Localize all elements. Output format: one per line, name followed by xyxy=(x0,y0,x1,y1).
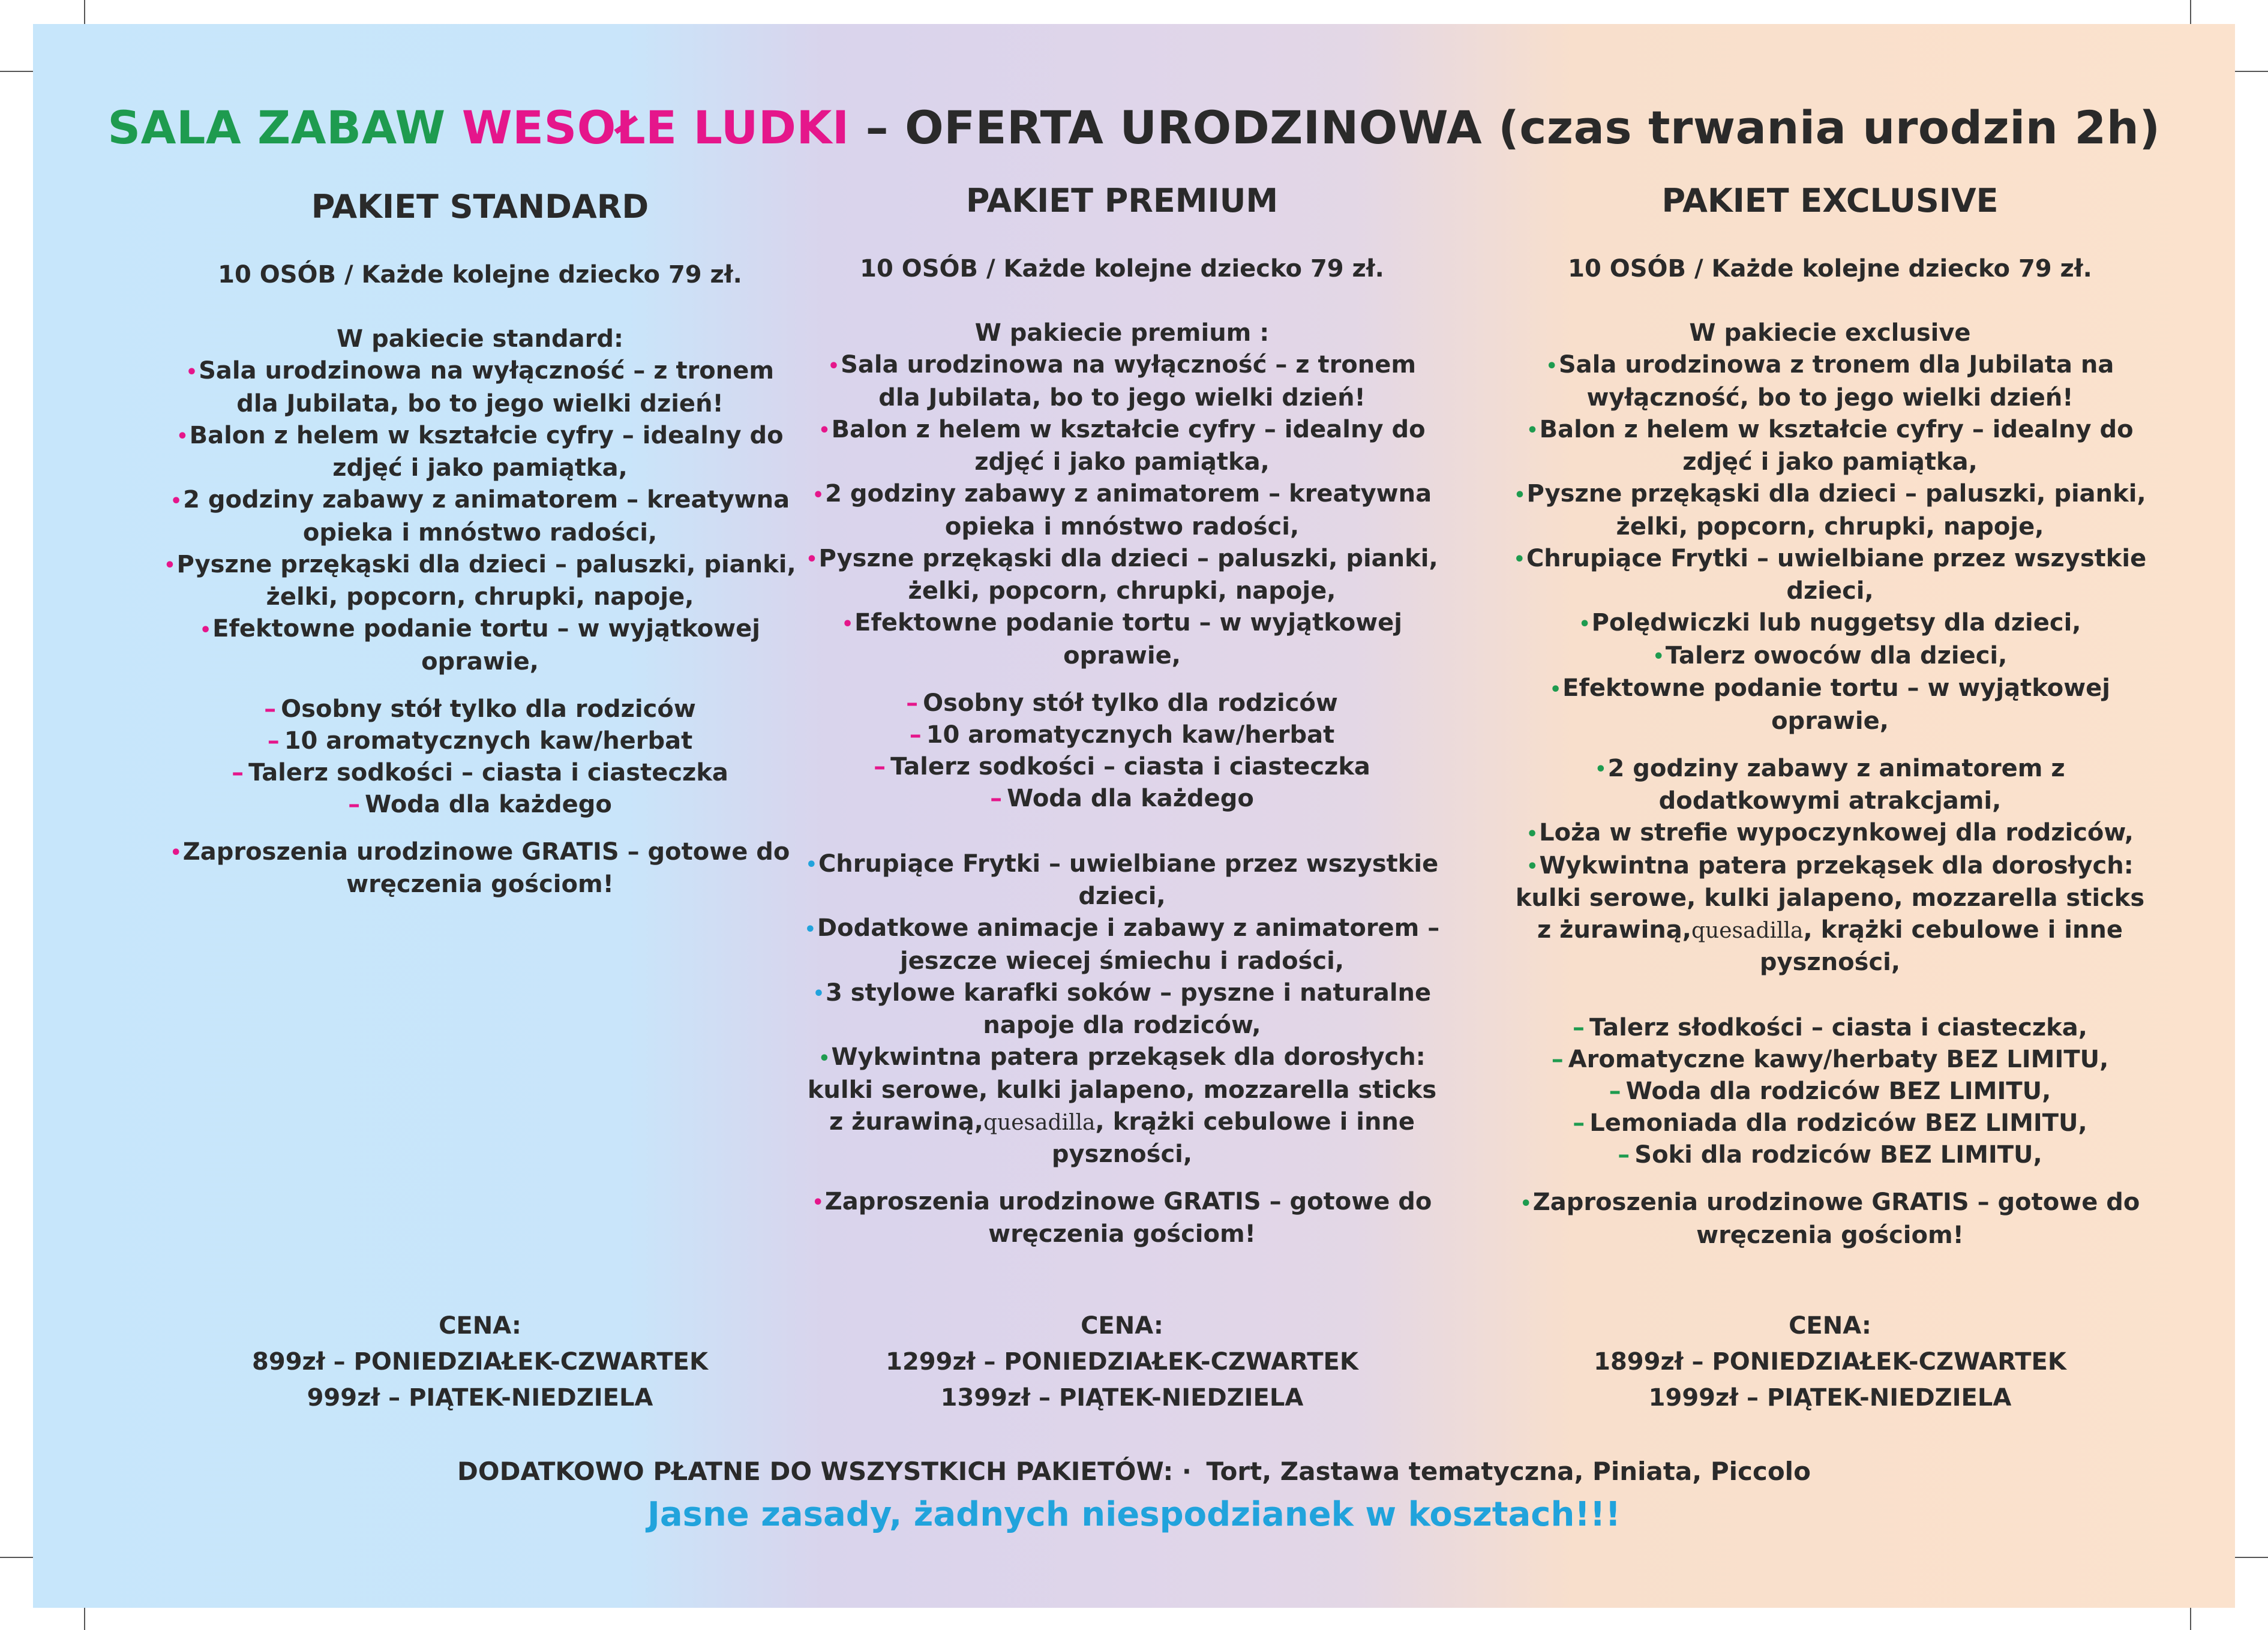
crop-mark xyxy=(2235,71,2268,72)
dash-item xyxy=(1512,1076,2148,1107)
dash-item-text: 10 aromatycznych kaw/herbat xyxy=(284,727,693,755)
price-label: CENA: xyxy=(439,1312,521,1340)
extra-label: DODATKOWO PŁATNE DO WSZYSTKICH PAKIETÓW: · xyxy=(457,1457,1192,1486)
list-item xyxy=(1512,414,2148,479)
invitations-item xyxy=(162,836,798,901)
dash-item-text: Osobny stół tylko dla rodziców xyxy=(923,689,1338,717)
bullet-marker: • xyxy=(805,854,817,875)
list-item xyxy=(1512,850,2148,979)
price-label: CENA: xyxy=(1789,1312,1871,1340)
list-item xyxy=(804,543,1440,608)
dash-item-text: Soki dla rodziców BEZ LIMITU, xyxy=(1634,1141,2042,1169)
dash-marker: – xyxy=(348,790,361,818)
dash-list xyxy=(804,688,1440,815)
package-people: 10 OSÓB / Każde kolejne dziecko 79 zł. xyxy=(1568,255,2092,283)
invitations-item xyxy=(1512,1187,2148,1251)
list-item xyxy=(1512,673,2148,737)
dash-item-text: 10 aromatycznych kaw/herbat xyxy=(926,721,1335,749)
list-item xyxy=(162,549,798,614)
dash-item xyxy=(1512,1012,2148,1044)
bullet-marker: • xyxy=(1549,679,1562,700)
list-item-text: Loża w strefie wypoczynkowej dla rodziców, xyxy=(1539,819,2134,846)
bullet-marker: • xyxy=(812,1192,824,1213)
price-exclusive xyxy=(1512,1308,2148,1416)
list-item-text: Talerz owoców dla dzieci, xyxy=(1665,641,2008,670)
price-weekend: 1999zł – PIĄTEK-NIEDZIELA xyxy=(1648,1384,2012,1412)
dash-item xyxy=(162,725,798,757)
bullet-marker: • xyxy=(1526,420,1538,441)
list-item-text: Wykwintna patera przekąsek dla dorosłych: kulki serowe, kulki jalapeno, mozzarella sticks z żurawiną, xyxy=(1515,851,2145,944)
title-wesole-ludki: WESOŁE LUDKI xyxy=(461,101,850,154)
list-item xyxy=(1512,478,2148,543)
list-item xyxy=(162,484,798,549)
dash-item-text: Aromatyczne kawy/herbaty BEZ LIMITU, xyxy=(1568,1046,2109,1073)
bullet-marker: • xyxy=(812,983,825,1004)
bullet-marker: • xyxy=(804,918,816,940)
feature-list xyxy=(162,355,798,678)
package-title: PAKIET EXCLUSIVE xyxy=(1661,182,1999,220)
list-item-text: Efektowne podanie tortu – w wyjątkowej oprawie, xyxy=(1562,674,2111,735)
dash-item xyxy=(162,694,798,725)
list-item xyxy=(804,607,1440,672)
dash-marker: – xyxy=(264,695,277,723)
bullet-marker: • xyxy=(841,613,854,635)
bullet-marker: • xyxy=(1546,355,1558,377)
dash-list xyxy=(1512,1012,2148,1171)
list-item-text: 2 godziny zabawy z animatorem – kreatywna opieka i mnóstwo radości, xyxy=(825,480,1432,541)
dash-item xyxy=(1512,1107,2148,1139)
bullet-marker: • xyxy=(170,842,182,863)
list-item-text: Balon z helem w kształcie cyfry – idealny do zdjęć i jako pamiątka, xyxy=(831,415,1426,476)
dash-item xyxy=(804,719,1440,751)
bullet-marker: • xyxy=(176,426,188,447)
extra-items: Tort, Zastawa tematyczna, Piniata, Piccolo xyxy=(1206,1457,1811,1486)
price-premium xyxy=(804,1308,1440,1416)
list-item xyxy=(162,613,798,678)
bullet-marker: • xyxy=(199,619,212,641)
feature-list xyxy=(804,349,1440,672)
bullet-marker: • xyxy=(1513,549,1525,570)
package-intro: W pakiecie premium : xyxy=(974,319,1270,347)
list-item xyxy=(804,478,1440,543)
list-item-text: Balon z helem w kształcie cyfry – idealny do zdjęć i jako pamiątka, xyxy=(1539,415,2134,476)
dash-item xyxy=(804,751,1440,783)
list-item-text: Sala urodzinowa na wyłączność – z tronem dla Jubilata, bo to jego wielki dzień! xyxy=(841,351,1417,412)
list-item-text: 3 stylowe karafki soków – pyszne i naturalne napoje dla rodziców, xyxy=(826,978,1432,1039)
dash-item-text: Talerz sodkości – ciasta i ciasteczka xyxy=(890,752,1370,781)
package-intro: W pakiecie exclusive xyxy=(1689,319,1971,347)
list-item-text: Wykwintna patera przekąsek dla dorosłych: kulki serowe, kulki jalapeno, mozzarella sticks z żurawiną, xyxy=(807,1043,1437,1136)
title-offer: – OFERTA URODZINOWA (czas trwania urodzin 2h) xyxy=(865,101,2161,154)
bullet-marker: • xyxy=(170,490,182,512)
page-title xyxy=(0,101,2268,154)
package-intro: W pakiecie standard: xyxy=(337,325,623,353)
price-weekday: 1899zł – PONIEDZIAŁEK-CZWARTEK xyxy=(1594,1348,2066,1376)
dash-list xyxy=(162,694,798,821)
price-weekday: 899zł – PONIEDZIAŁEK-CZWARTEK xyxy=(252,1348,708,1376)
price-weekend: 1399zł – PIĄTEK-NIEDZIELA xyxy=(940,1384,1304,1412)
bullet-marker: • xyxy=(1595,759,1607,780)
crop-mark xyxy=(2235,1557,2268,1558)
feature-list-2 xyxy=(1512,753,2148,979)
bullet-marker: • xyxy=(185,361,198,383)
list-item-text: Balon z helem w kształcie cyfry – idealny do zdjęć i jako pamiątka, xyxy=(189,421,784,482)
list-item-text: Zaproszenia urodzinowe GRATIS – gotowe do wręczenia gościom! xyxy=(182,837,790,898)
list-item xyxy=(1512,349,2148,414)
list-item-text: Sala urodzinowa na wyłączność – z tronem dla Jubilata, bo to jego wielki dzień! xyxy=(199,357,775,418)
list-item-text: Zaproszenia urodzinowe GRATIS – gotowe do wręczenia gościom! xyxy=(1532,1188,2140,1249)
list-item-text: , krążki cebulowe i inne pyszności, xyxy=(1051,1107,1415,1168)
bullet-marker: • xyxy=(1520,1193,1532,1214)
list-item-text: Dodatkowe animacje i zabawy z animatorem – jeszcze wiecej śmiechu i radości, xyxy=(817,914,1440,975)
list-item-text: Chrupiące Frytki – uwielbiane przez wszystkie dzieci, xyxy=(818,849,1439,910)
dash-marker: – xyxy=(990,784,1003,812)
dash-item-text: Woda dla każdego xyxy=(1007,784,1254,812)
dash-marker: – xyxy=(906,689,919,717)
bullet-marker: • xyxy=(818,420,830,441)
list-item-text: 2 godziny zabawy z animatorem z dodatkowymi atrakcjami, xyxy=(1607,754,2065,815)
dash-marker: – xyxy=(267,727,280,755)
dash-item-text: Osobny stół tylko dla rodziców xyxy=(281,695,696,723)
feature-list xyxy=(1512,349,2148,737)
package-people: 10 OSÓB / Każde kolejne dziecko 79 zł. xyxy=(860,255,1384,283)
dash-item xyxy=(804,688,1440,719)
dash-item-text: Woda dla rodziców BEZ LIMITU, xyxy=(1625,1077,2051,1105)
quesadilla-text: quesadilla xyxy=(1691,918,1804,943)
premium-extras-list xyxy=(804,848,1440,1170)
package-premium xyxy=(804,180,1440,1250)
list-item xyxy=(804,977,1440,1042)
invitations-item xyxy=(804,1186,1440,1251)
bullet-marker: • xyxy=(806,549,818,570)
dash-marker: – xyxy=(232,758,244,787)
list-item-text: Pyszne przękąski dla dzieci – paluszki, pianki, żelki, popcorn, chrupki, napoje, xyxy=(176,550,796,611)
dash-item-text: Talerz słodkości – ciasta i ciasteczka, xyxy=(1589,1014,2087,1041)
list-item-text: , krążki cebulowe i inne pyszności, xyxy=(1759,916,2123,976)
price-weekday: 1299zł – PONIEDZIAŁEK-CZWARTEK xyxy=(886,1348,1358,1376)
list-item xyxy=(162,420,798,485)
package-title: PAKIET STANDARD xyxy=(311,188,649,226)
package-people: 10 OSÓB / Każde kolejne dziecko 79 zł. xyxy=(218,261,742,289)
crop-mark xyxy=(0,1557,33,1558)
bullet-marker: • xyxy=(827,355,840,377)
bullet-marker: • xyxy=(164,555,176,576)
package-standard xyxy=(162,186,798,900)
price-standard xyxy=(162,1308,798,1416)
extra-paid-items xyxy=(0,1457,2268,1486)
list-item-text: 2 godziny zabawy z animatorem – kreatywna opieka i mnóstwo radości, xyxy=(183,486,790,547)
dash-marker: – xyxy=(1573,1109,1585,1137)
list-item-text: Chrupiące Frytki – uwielbiane przez wszystkie dzieci, xyxy=(1526,544,2147,605)
list-item-text: Pyszne przękąski dla dzieci – paluszki, pianki, żelki, popcorn, chrupki, napoje, xyxy=(818,544,1438,605)
dash-item-text: Talerz sodkości – ciasta i ciasteczka xyxy=(248,758,728,787)
list-item-text: Zaproszenia urodzinowe GRATIS – gotowe do wręczenia gościom! xyxy=(824,1187,1432,1248)
dash-marker: – xyxy=(1618,1141,1630,1169)
list-item-text: Efektowne podanie tortu – w wyjątkowej oprawie, xyxy=(854,609,1403,670)
bullet-marker: • xyxy=(1652,646,1664,667)
bullet-marker: • xyxy=(1526,856,1538,877)
price-weekend: 999zł – PIĄTEK-NIEDZIELA xyxy=(307,1384,653,1412)
list-item xyxy=(804,349,1440,414)
dash-marker: – xyxy=(1573,1014,1585,1041)
dash-item xyxy=(1512,1044,2148,1076)
quesadilla-text: quesadilla xyxy=(983,1110,1096,1135)
list-item xyxy=(804,414,1440,479)
list-item-text: Efektowne podanie tortu – w wyjątkowej oprawie, xyxy=(212,615,761,676)
package-title: PAKIET PREMIUM xyxy=(965,182,1279,220)
list-item xyxy=(1512,817,2148,850)
list-item xyxy=(162,355,798,420)
dash-marker: – xyxy=(1551,1046,1564,1073)
dash-item xyxy=(162,757,798,789)
list-item xyxy=(1512,640,2148,673)
title-sala-zabaw: SALA ZABAW xyxy=(107,101,446,154)
crop-mark xyxy=(0,71,33,72)
price-label: CENA: xyxy=(1081,1312,1163,1340)
dash-marker: – xyxy=(909,721,922,749)
dash-item xyxy=(1512,1139,2148,1171)
dash-item-text: Woda dla każdego xyxy=(365,790,612,818)
list-item-text: Pyszne przękąski dla dzieci – paluszki, pianki, żelki, popcorn, chrupki, napoje, xyxy=(1526,480,2146,541)
slogan: Jasne zasady, żadnych niespodzianek w kosztach!!! xyxy=(647,1495,1621,1534)
bullet-marker: • xyxy=(1514,484,1526,506)
list-item xyxy=(1512,543,2148,608)
list-item xyxy=(1512,607,2148,640)
bullet-marker: • xyxy=(812,484,824,506)
dash-marker: – xyxy=(874,752,886,781)
list-item xyxy=(804,848,1440,913)
package-exclusive xyxy=(1512,180,2148,1251)
list-item xyxy=(1512,753,2148,818)
bullet-marker: • xyxy=(818,1047,830,1069)
list-item xyxy=(804,912,1440,977)
dash-item xyxy=(162,789,798,821)
dash-marker: – xyxy=(1609,1077,1621,1105)
bullet-marker: • xyxy=(1526,823,1538,845)
list-item-text: Sala urodzinowa z tronem dla Jubilata na wyłączność, bo to jego wielki dzień! xyxy=(1558,351,2114,412)
dash-item xyxy=(804,783,1440,815)
list-item-text: Polędwiczki lub nuggetsy dla dzieci, xyxy=(1591,609,2081,637)
list-item xyxy=(804,1041,1440,1170)
dash-item-text: Lemoniada dla rodziców BEZ LIMITU, xyxy=(1589,1109,2087,1137)
bullet-marker: • xyxy=(1579,613,1591,635)
